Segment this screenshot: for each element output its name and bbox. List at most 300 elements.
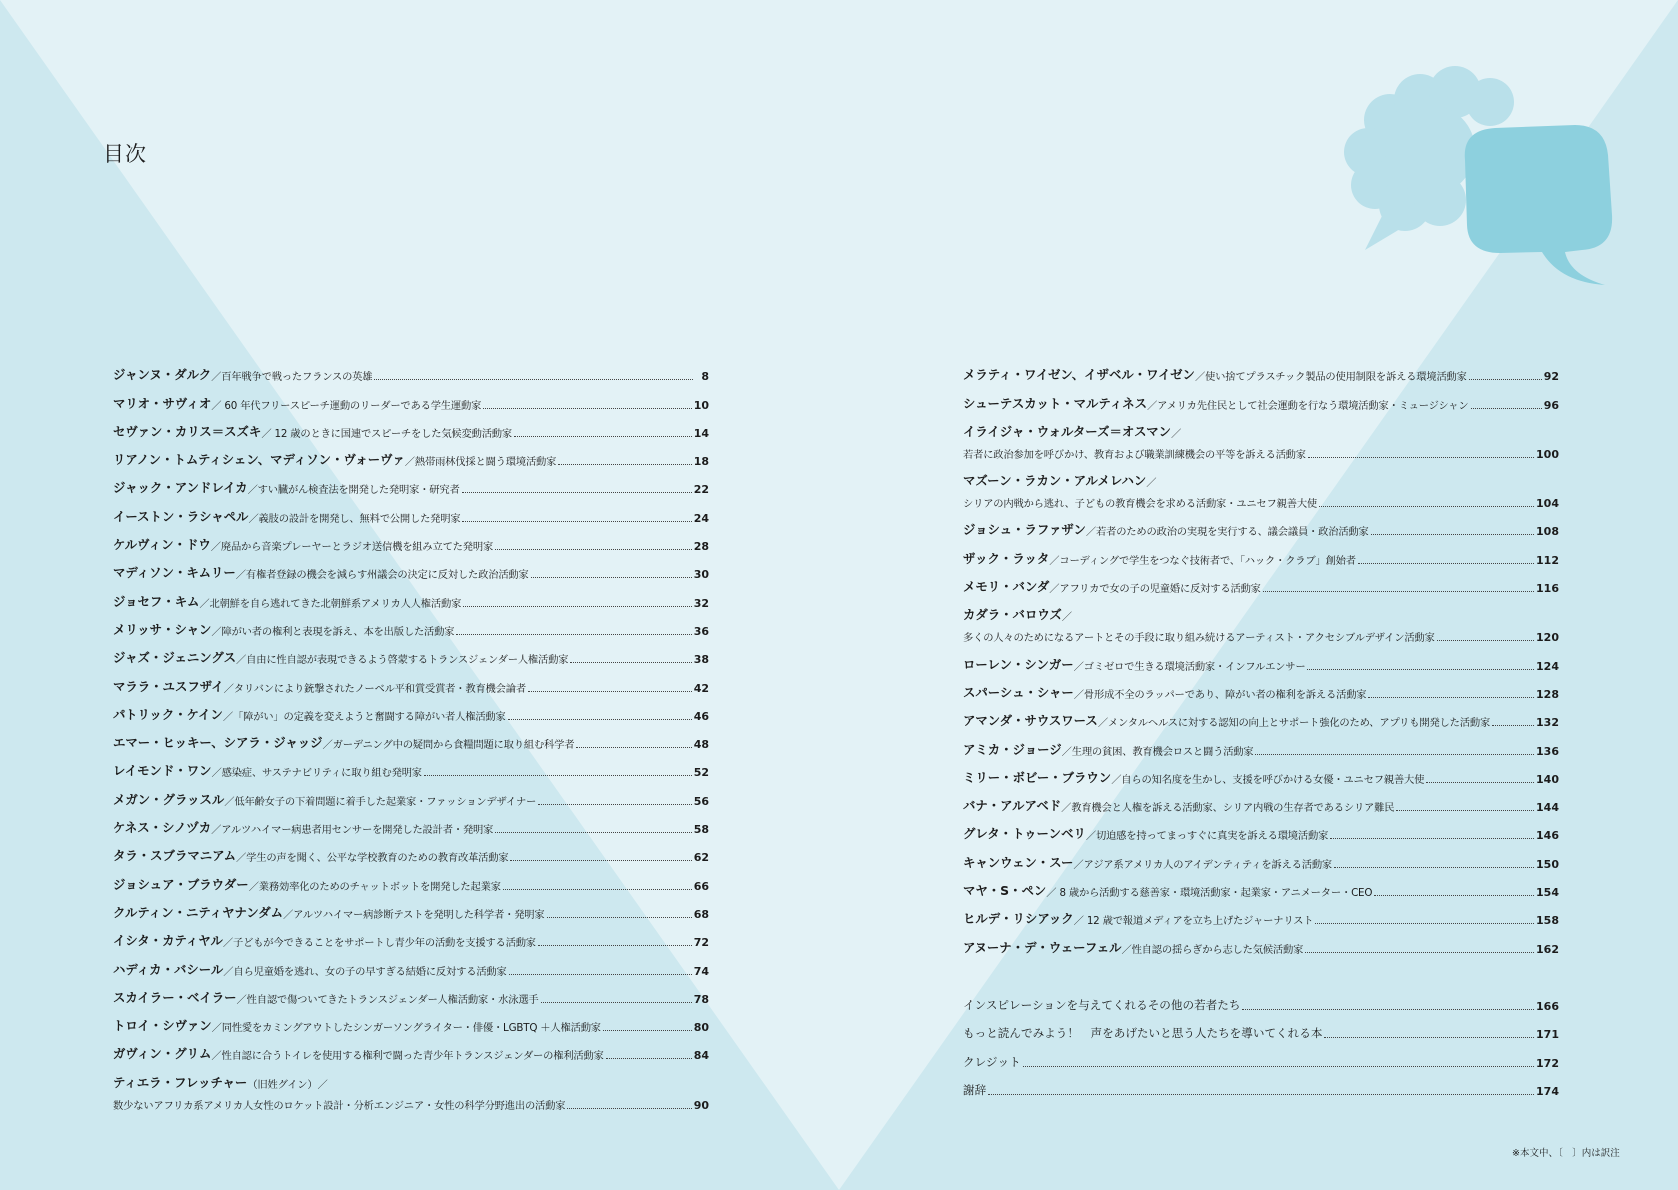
entry-description: ／ガーデニング中の疑問から食糧問題に取り組む科学者 [322,739,575,752]
entry-description: ／自ら児童婚を逃れ、女の子の早すぎる結婚に反対する活動家 [223,965,507,978]
page-title: 目次 [103,142,147,166]
toc-line [963,1041,1559,1070]
toc-line [963,510,1559,538]
dot-leader [1305,951,1534,953]
toc-line [113,553,709,581]
dot-leader [606,1057,692,1059]
toc-entry [113,921,709,949]
entry-description: 謝辞 [963,1083,987,1097]
toc-entry [963,701,1559,729]
dot-leader [538,803,692,805]
entry-page-number: 68 [693,907,709,921]
entry-description: ／コーディングで学生をつなぐ技術者で、「ハック・クラブ」創始者 [1049,554,1356,567]
entry-name: アマンダ・サウスワース [963,713,1098,729]
entry-page-number: 140 [1536,772,1559,786]
toc-entry [113,893,709,921]
toc-line [963,786,1559,814]
entry-name: アヌーナ・デ・ウェーフェル [963,939,1122,955]
toc-line [113,1034,709,1062]
toc-entry [963,510,1559,538]
entry-name: ヒルデ・リシアック [963,911,1074,927]
toc-entry [963,758,1559,786]
toc-line [113,412,709,440]
entry-description: ／熱帯雨林伐採と闘う環境活動家 [404,456,557,469]
toc-entry [113,751,709,779]
toc-right-column [963,355,1559,956]
toc-entry [113,1062,709,1111]
dot-leader [531,576,692,578]
toc-entry [963,412,1559,461]
entry-description: クレジット [963,1054,1021,1069]
entry-description: ／業務効率化のためのチャットボットを開発した起業家 [248,880,501,893]
entry-page-number: 124 [1536,659,1559,673]
entry-description: ／アメリカ先住民として社会運動を行なう環境活動家・ミュージシャン [1147,399,1469,412]
toc-line [113,921,709,949]
entry-description: ／低年齢女子の下着問題に着手した起業家・ファッションデザイナー [224,795,537,808]
entry-description: 数少ないアフリカ系アメリカ人女性のロケット設計・分析エンジニア・女性の科学分野進出の活動家 [113,1099,566,1112]
dot-leader [1308,456,1534,458]
entry-page-number: 52 [693,766,709,780]
entry-description: ／ [1171,427,1182,440]
entry-page-number: 132 [1536,716,1559,730]
dot-leader [1319,505,1534,507]
toc-line [963,701,1559,729]
toc-line [963,383,1559,411]
dot-leader [1334,866,1534,868]
dot-leader [603,1029,692,1031]
toc-entry [113,695,709,723]
entry-page-number: 154 [1536,886,1559,900]
entry-description: ／性自認の揺らぎから志した気候活動家 [1121,943,1304,956]
toc-line [113,581,709,609]
dot-leader [1492,724,1534,726]
entry-name: ケルヴィン・ドウ [113,537,211,553]
entry-description: ／ 12 歳で報道メディアを立ち上げたジャーナリスト [1073,915,1314,928]
entry-description: もっと読んでみよう！ 声をあげたいと思う人たちを導いてくれる本 [963,1026,1323,1040]
entry-page-number: 32 [693,596,709,610]
toc-line [963,461,1559,489]
entry-page-number: 38 [693,653,709,667]
toc-entry [113,864,709,892]
toc-entry [113,610,709,638]
toc-entry [113,440,709,468]
entry-name: ハディカ・バシール [113,961,224,977]
entry-page-number: 78 [693,992,709,1006]
toc-line [113,525,709,553]
toc-entry [963,644,1559,672]
toc-entry [113,1034,709,1062]
toc-line [113,610,709,638]
entry-description: ／ 60 年代フリースピーチ運動のリーダーである学生運動家 [211,399,482,412]
toc-line [963,1013,1559,1042]
entry-page-number: 174 [1536,1085,1559,1098]
toc-line [113,1062,709,1090]
entry-description: ／百年戦争で戦ったフランスの英雄 [211,371,373,384]
entry-page-number: 112 [1536,553,1559,567]
entry-page-number: 62 [693,851,709,865]
entry-description: ／生理の貧困、教育機会ロスと闘う活動家 [1061,745,1254,758]
entry-description: 多くの人々のためになるアートとその手段に取り組み続けるアーティスト・アクセシブルデザイン活動家 [963,632,1435,645]
dot-leader [1396,809,1534,811]
dot-leader [463,605,692,607]
entry-page-number: 171 [1536,1028,1559,1041]
dot-leader [1471,407,1542,409]
toc-line [113,440,709,468]
entry-name: ジャック・アンドレイカ [113,480,248,496]
entry-page-number: 146 [1536,829,1559,843]
toc-entry [963,927,1559,955]
entry-name: マディソン・キムリー [113,565,236,581]
entry-page-number: 116 [1536,582,1559,596]
entry-name: バナ・アルアベド [963,798,1062,814]
entry-description: ／学生の声を聞く、公平な学校教育のための教育改革活動家 [236,852,509,865]
dot-leader [1437,639,1534,641]
toc-line [963,927,1559,955]
entry-page-number: 100 [1536,447,1559,461]
dot-leader [483,407,691,409]
entry-name: ジャンヌ・ダルク [113,367,212,383]
toc-line [113,355,709,383]
toc-entry [113,949,709,977]
toc-entry [963,1070,1559,1099]
entry-name: アミカ・ジョージ [963,741,1062,757]
speech-bubble-icon [1465,125,1612,285]
toc-entry [113,525,709,553]
entry-name: メリッサ・シャン [113,621,212,637]
entry-name: マヤ・S・ペン [963,883,1047,899]
dot-leader [424,774,692,776]
dot-leader [1023,1065,1534,1067]
footnote: ※本文中、〔 〕内は訳注 [1512,1148,1620,1159]
entry-page-number: 162 [1536,942,1559,956]
entry-page-number: 144 [1536,801,1559,815]
toc-line [963,814,1559,842]
entry-page-number: 108 [1536,525,1559,539]
toc-line [963,1070,1559,1099]
dot-leader [1368,696,1534,698]
entry-name: ミリー・ボビー・ブラウン [963,769,1112,785]
entry-name: パトリック・ケイン [113,706,223,722]
entry-page-number: 90 [693,1098,709,1112]
toc-entry [963,538,1559,566]
toc-line [113,496,709,524]
dot-leader [1242,1008,1534,1010]
toc-line [113,666,709,694]
entry-page-number: 72 [693,936,709,950]
entry-page-number: 8 [701,370,709,384]
toc-subline [963,440,1559,461]
entry-description: シリアの内戦から逃れ、子どもの教育機会を求める活動家・ユニセフ親善大使 [963,498,1318,511]
dot-leader [374,378,693,380]
toc-line [963,538,1559,566]
entry-name: ガヴィン・グリム [113,1046,212,1062]
toc-line [113,808,709,836]
toc-extra-section [963,984,1559,1098]
dot-leader [1426,781,1534,783]
toc-entry [113,383,709,411]
entry-name: シューテスカット・マルティネス [963,395,1147,411]
toc-subline [113,1091,709,1112]
entry-description: ／すい臓がん検査法を開発した発明家・研究者 [247,484,460,497]
entry-description: ／有権者登録の機会を減らす州議会の決定に反対した政治活動家 [235,569,529,582]
entry-name: イライジャ・ウォルターズ＝オスマン [963,423,1172,439]
toc-entry [963,984,1559,1013]
entry-name: マララ・ユスフザイ [113,678,224,694]
toc-entry [113,581,709,609]
entry-description: 若者に政治参加を呼びかけ、教育および職業訓練機会の平等を訴える活動家 [963,448,1306,461]
toc-line [963,644,1559,672]
entry-page-number: 18 [693,455,709,469]
entry-description: ／廃品から音楽プレーヤーとラジオ送信機を組み立てた発明家 [210,541,494,554]
dot-leader [570,661,691,663]
dot-leader [509,973,692,975]
entry-description: ／アジア系アメリカ人のアイデンティティを訴える活動家 [1073,858,1333,871]
entry-name: トロイ・シヴァン [113,1018,212,1034]
toc-entry [113,666,709,694]
entry-page-number: 84 [693,1049,709,1063]
entry-name: ザック・ラッタ [963,550,1050,566]
entry-description: ／切迫感を持ってまっすぐに真実を訴える環境活動家 [1085,830,1329,843]
toc-entry [963,673,1559,701]
toc-line [963,984,1559,1013]
entry-page-number: 80 [693,1021,709,1035]
toc-entry [113,978,709,1006]
entry-page-number: 136 [1536,744,1559,758]
toc-entry [963,461,1559,510]
dot-leader [567,1107,691,1109]
toc-line [113,695,709,723]
toc-line [963,758,1559,786]
toc-line [113,723,709,751]
entry-description: ／自らの知名度を生かし、支援を呼びかける女優・ユニセフ親善大使 [1111,773,1425,786]
toc-line [963,355,1559,383]
toc-entry [963,871,1559,899]
entry-page-number: 92 [1543,370,1559,384]
entry-description: ／子どもが今できることをサポートし青少年の活動を支援する活動家 [222,937,536,950]
dot-leader [538,944,692,946]
entry-name: ケネス・シノヅカ [113,820,212,836]
entry-description: ／義肢の設計を開発し、無料で公開した発明家 [248,512,461,525]
entry-page-number: 150 [1536,857,1559,871]
dot-leader [1358,562,1534,564]
entry-description: ／タリバンにより銃撃されたノーベル平和賞受賞者・教育機会論者 [223,682,526,695]
toc-entry [963,383,1559,411]
entry-description: ／アフリカで女の子の児童婚に反対する活動家 [1049,583,1261,596]
dot-leader [1307,668,1534,670]
entry-name: ローレン・シンガー [963,656,1074,672]
entry-description: ／若者のための政治の実現を実行する、議会議員・政治活動家 [1085,526,1369,539]
entry-description: ／アルツハイマー病患者用センサーを開発した設計者・発明家 [211,824,494,837]
toc-entry [113,553,709,581]
toc-entry [963,595,1559,644]
entry-description: ／障がい者の権利と表現を訴え、本を出版した活動家 [211,625,455,638]
dot-leader [514,435,692,437]
entry-name: セヴァン・カリス＝スズキ [113,423,262,439]
entry-description: ／北朝鮮を自ら逃れてきた北朝鮮系アメリカ人人権活動家 [199,597,462,610]
toc-line [963,842,1559,870]
entry-page-number: 14 [693,426,709,440]
entry-page-number: 48 [693,738,709,752]
dot-leader [495,831,691,833]
entry-page-number: 172 [1536,1056,1559,1070]
entry-page-number: 74 [693,964,709,978]
entry-page-number: 36 [693,624,709,638]
entry-name: メモリ・バンダ [963,579,1050,595]
dot-leader [508,718,692,720]
entry-page-number: 128 [1536,687,1559,701]
dot-leader [456,633,691,635]
toc-line [963,729,1559,757]
entry-name: メガン・グラッスル [113,791,225,807]
toc-entry [963,1013,1559,1042]
entry-page-number: 120 [1536,631,1559,645]
dot-leader [541,1001,692,1003]
dot-leader [558,463,691,465]
toc-line [113,836,709,864]
entry-name: ジョシュ・ラファザン [963,522,1086,538]
toc-subline [963,489,1559,510]
entry-name: イシタ・カティヤル [113,933,223,949]
entry-description: ／ [1061,611,1072,624]
toc-line [113,893,709,921]
entry-description: ／自由に性自認が表現できるよう啓蒙するトランスジェンダー人権活動家 [236,654,569,667]
dot-leader [988,1093,1534,1095]
toc-entry [113,468,709,496]
entry-name: ジョセフ・キム [113,593,200,609]
entry-description: ／性自認に合うトイレを使用する権利で闘った青少年トランスジェンダーの権利活動家 [211,1050,604,1063]
entry-page-number: 96 [1543,398,1559,412]
toc-entry [963,842,1559,870]
toc-entry [113,496,709,524]
toc-line [963,412,1559,440]
entry-page-number: 10 [693,398,709,412]
toc-entry [963,729,1559,757]
toc-entry [963,1041,1559,1070]
toc-entry [963,355,1559,383]
toc-line [113,864,709,892]
entry-page-number: 42 [693,681,709,695]
entry-page-number: 66 [693,879,709,893]
toc-entry [963,899,1559,927]
toc-line [113,638,709,666]
toc-entry [113,779,709,807]
toc-entry [113,638,709,666]
dot-leader [462,520,691,522]
speech-bubbles [1330,60,1630,290]
entry-description: ／ 8 歳から活動する慈善家・環境活動家・起業家・アニメーター・CEO [1046,887,1373,900]
entry-name: タラ・スブラマニアム [113,848,237,864]
entry-name: リアノン・トムティシェン、マディソン・ヴォーヴァ [113,452,405,468]
toc-entry [113,836,709,864]
toc-line [963,595,1559,623]
entry-description: ／教育機会と人権を訴える活動家、シリア内戦の生存者であるシリア難民 [1061,802,1395,815]
dot-leader [1374,894,1534,896]
entry-description: ／感染症、サステナビリティに取り組む発明家 [211,767,422,780]
entry-name: エマー・ヒッキー、シアラ・ジャッジ [113,735,323,751]
dot-leader [503,888,692,890]
entry-name: レイモンド・ワン [113,763,212,779]
entry-description: ／使い捨てプラスチック製品の使用制限を訴える環境活動家 [1194,371,1467,384]
entry-name: イーストン・ラシャペル [113,508,249,524]
entry-name: グレタ・トゥーンベリ [963,826,1086,842]
toc-line [113,978,709,1006]
toc-line [963,899,1559,927]
dot-leader [547,916,692,918]
dot-leader [1255,753,1534,755]
entry-description: ／ 12 歳のときに国連でスピーチをした気候変動活動家 [261,427,512,440]
toc-entry [963,567,1559,595]
dot-leader [576,746,691,748]
toc-line [113,779,709,807]
entry-description: ／メンタルヘルスに対する認知の向上とサポート強化のため、アプリも開発した活動家 [1097,717,1491,730]
entry-description: （旧姓グイン）／ [247,1078,328,1091]
dot-leader [1263,590,1534,592]
entry-page-number: 28 [693,540,709,554]
entry-name: ジョシュア・ブラウダー [113,876,249,892]
toc-left-column [113,355,709,1112]
toc-line [113,949,709,977]
toc-entry [113,1006,709,1034]
toc-subline [963,623,1559,644]
entry-name: キャンウェン・スー [963,854,1074,870]
toc-entry [113,355,709,383]
toc-line [963,871,1559,899]
entry-description: ／同性愛をカミングアウトしたシンガーソングライター・俳優・LGBTQ ＋人権活動家 [211,1022,601,1035]
entry-name: スパーシュ・シャー [963,684,1074,700]
entry-name: メラティ・ワイゼン、イザベル・ワイゼン [963,367,1195,383]
entry-description: ／性自認で傷ついてきたトランスジェンダー人権活動家・水泳選手 [236,993,539,1006]
entry-page-number: 24 [693,511,709,525]
toc-entry [963,814,1559,842]
toc-entry [963,786,1559,814]
entry-description: インスピレーションを与えてくれるその他の若者たち [963,997,1241,1012]
entry-description: ／「障がい」の定義を変えようと奮闘する障がい者人権活動家 [222,710,506,723]
toc-line [963,673,1559,701]
entry-page-number: 158 [1536,914,1559,928]
entry-name: カダラ・バロウズ [963,607,1062,623]
entry-page-number: 58 [693,823,709,837]
entry-description: ／ゴミゼロで生きる環境活動家・インフルエンサー [1073,660,1306,673]
entry-name: マリオ・サヴィオ [113,395,212,411]
dot-leader [462,491,692,493]
toc-line [113,468,709,496]
dot-leader [1330,837,1534,839]
entry-page-number: 166 [1536,999,1559,1013]
dot-leader [1469,378,1542,380]
dot-leader [510,859,691,861]
toc-line [113,751,709,779]
dot-leader [528,690,692,692]
entry-page-number: 56 [693,794,709,808]
toc-line [963,567,1559,595]
entry-page-number: 104 [1536,497,1559,511]
toc-entry [113,723,709,751]
entry-description: ／骨形成不全のラッパーであり、障がい者の権利を訴える活動家 [1073,688,1367,701]
entry-name: ティエラ・フレッチャー [113,1074,248,1090]
dot-leader [1315,922,1534,924]
entry-name: クルティン・ニティヤナンダム [113,904,283,920]
entry-description: ／ [1146,477,1157,490]
dot-leader [1324,1036,1534,1038]
entry-name: マズーン・ラカン・アルメレハン [963,473,1147,489]
entry-name: ジャズ・ジェニングス [113,650,237,666]
entry-description: ／アルツハイマー病診断テストを発明した科学者・発明家 [283,908,545,921]
entry-name: スカイラー・ベイラー [113,989,237,1005]
toc-entry [113,808,709,836]
dot-leader [1371,533,1534,535]
toc-entry [113,412,709,440]
entry-page-number: 30 [693,568,709,582]
